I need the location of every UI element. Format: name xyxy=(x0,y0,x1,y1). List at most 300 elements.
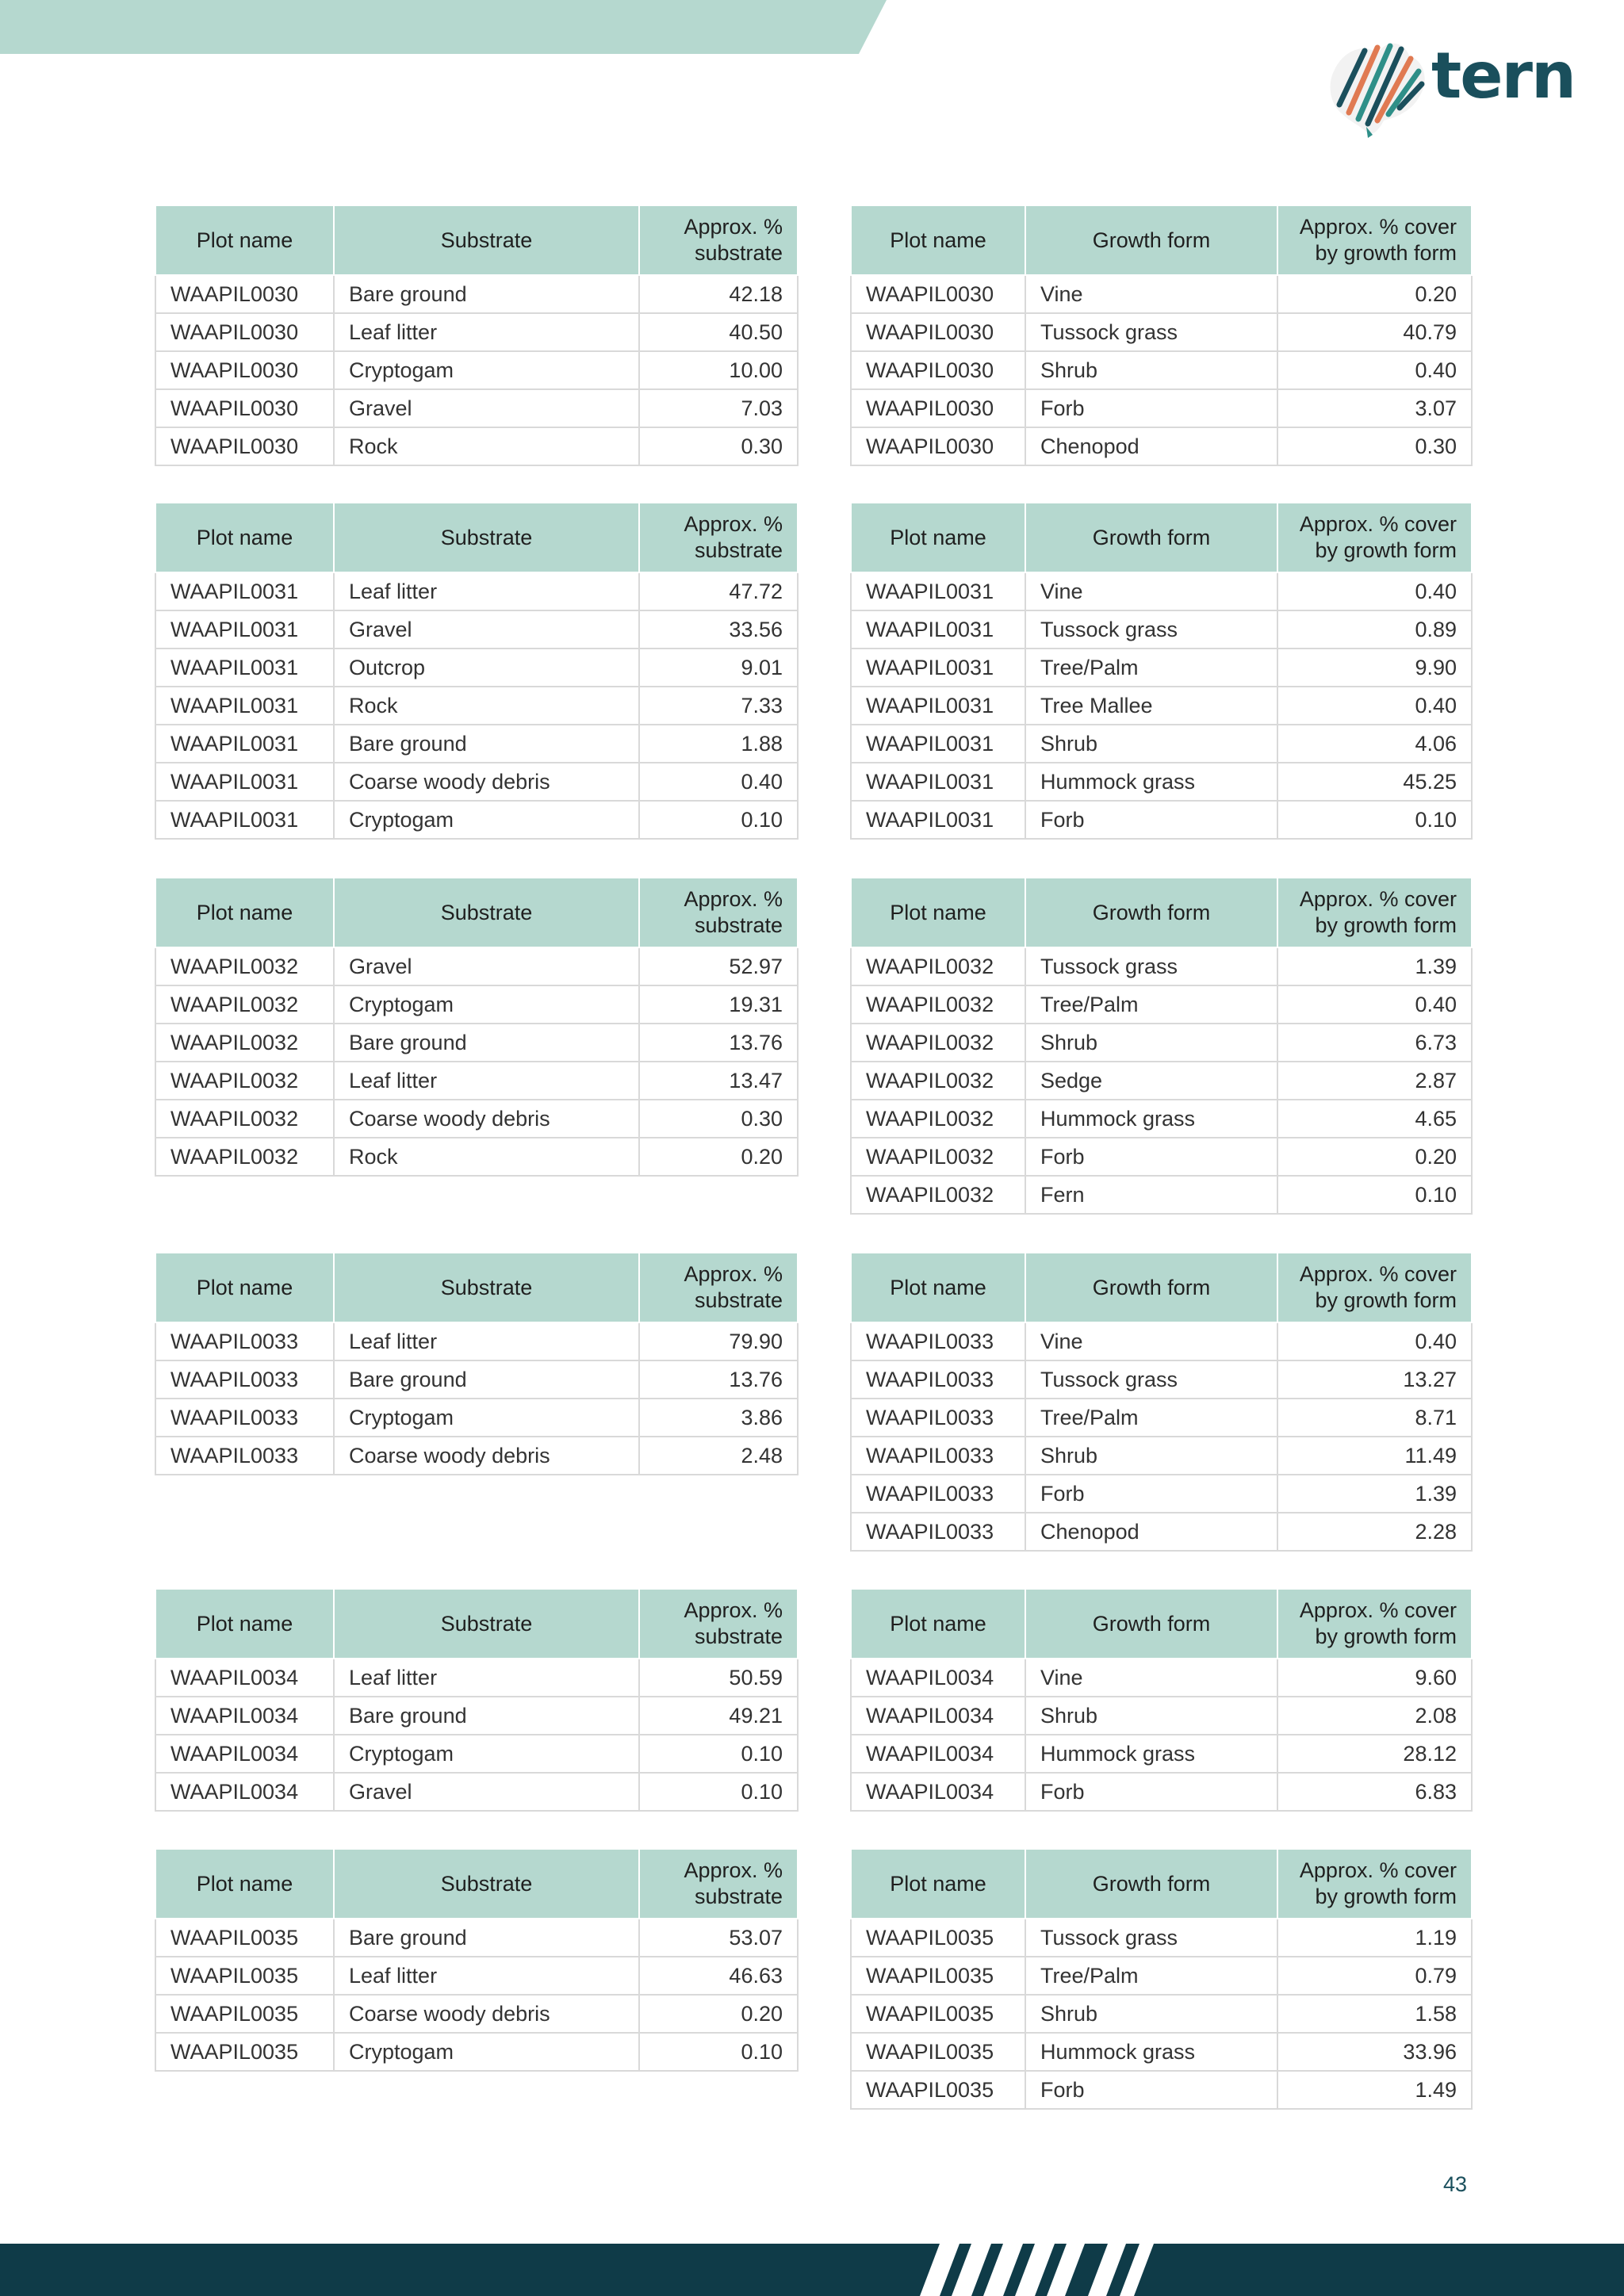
column-header-approx-cover: Approx. % cover by growth form xyxy=(1277,205,1472,275)
column-header-plot-name: Plot name xyxy=(851,1849,1025,1919)
column-header-approx-substrate: Approx. % substrate xyxy=(639,1589,798,1659)
cell-growth-form: Tussock grass xyxy=(1025,947,1277,985)
cell-substrate: Leaf litter xyxy=(334,313,639,351)
cell-plot-name: WAAPIL0031 xyxy=(851,763,1025,801)
cell-plot-name: WAAPIL0035 xyxy=(155,1995,334,2033)
table-row xyxy=(155,610,798,649)
cell-growth-form: Vine xyxy=(1025,275,1277,313)
cell-growth-form: Forb xyxy=(1025,801,1277,839)
cell-growth-form: Fern xyxy=(1025,1176,1277,1214)
table-row xyxy=(851,649,1472,687)
table-row xyxy=(155,275,798,313)
table-row xyxy=(155,801,798,839)
cell-plot-name: WAAPIL0032 xyxy=(851,985,1025,1024)
cell-percent: 40.79 xyxy=(1277,313,1472,351)
table-row xyxy=(851,1773,1472,1811)
cell-plot-name: WAAPIL0032 xyxy=(851,1024,1025,1062)
cell-percent: 52.97 xyxy=(639,947,798,985)
column-header-substrate: Substrate xyxy=(334,205,639,275)
cell-percent: 0.20 xyxy=(639,1995,798,2033)
table-row xyxy=(851,2033,1472,2071)
cell-plot-name: WAAPIL0032 xyxy=(155,947,334,985)
substrate-table xyxy=(155,1588,799,1812)
cell-growth-form: Vine xyxy=(1025,1322,1277,1360)
cell-percent: 2.28 xyxy=(1277,1513,1472,1551)
column-header-plot-name: Plot name xyxy=(851,1253,1025,1322)
cell-plot-name: WAAPIL0030 xyxy=(851,389,1025,427)
table-row xyxy=(851,1735,1472,1773)
growth-form-table xyxy=(850,877,1473,1215)
table-row xyxy=(155,985,798,1024)
cell-substrate: Leaf litter xyxy=(334,1062,639,1100)
cell-growth-form: Tree/Palm xyxy=(1025,1399,1277,1437)
cell-plot-name: WAAPIL0032 xyxy=(155,985,334,1024)
cell-plot-name: WAAPIL0033 xyxy=(851,1360,1025,1399)
cell-plot-name: WAAPIL0035 xyxy=(155,1957,334,1995)
cell-substrate: Gravel xyxy=(334,389,639,427)
cell-plot-name: WAAPIL0030 xyxy=(851,275,1025,313)
cell-percent: 1.58 xyxy=(1277,1995,1472,2033)
cell-substrate: Cryptogam xyxy=(334,1399,639,1437)
cell-growth-form: Tree/Palm xyxy=(1025,649,1277,687)
cell-plot-name: WAAPIL0031 xyxy=(851,801,1025,839)
table-row xyxy=(155,649,798,687)
column-header-substrate: Substrate xyxy=(334,503,639,572)
cell-percent: 0.40 xyxy=(1277,351,1472,389)
cell-percent: 28.12 xyxy=(1277,1735,1472,1773)
table-row xyxy=(851,1138,1472,1176)
cell-plot-name: WAAPIL0030 xyxy=(851,313,1025,351)
cell-percent: 42.18 xyxy=(639,275,798,313)
cell-percent: 0.20 xyxy=(1277,1138,1472,1176)
substrate-table xyxy=(155,1848,799,2072)
cell-percent: 9.01 xyxy=(639,649,798,687)
column-header-plot-name: Plot name xyxy=(155,878,334,947)
cell-substrate: Rock xyxy=(334,687,639,725)
cell-substrate: Leaf litter xyxy=(334,1957,639,1995)
column-header-approx-cover: Approx. % cover by growth form xyxy=(1277,1589,1472,1659)
cell-percent: 0.30 xyxy=(1277,427,1472,465)
cell-substrate: Gravel xyxy=(334,1773,639,1811)
table-row xyxy=(155,389,798,427)
cell-substrate: Cryptogam xyxy=(334,801,639,839)
cell-substrate: Coarse woody debris xyxy=(334,1995,639,2033)
table-row xyxy=(851,351,1472,389)
table-row xyxy=(155,1995,798,2033)
substrate-table xyxy=(155,1252,799,1475)
growth-form-table xyxy=(850,502,1473,840)
table-row xyxy=(851,1360,1472,1399)
cell-growth-form: Shrub xyxy=(1025,1697,1277,1735)
cell-substrate: Cryptogam xyxy=(334,1735,639,1773)
cell-substrate: Cryptogam xyxy=(334,985,639,1024)
cell-percent: 0.10 xyxy=(1277,1176,1472,1214)
cell-percent: 33.56 xyxy=(639,610,798,649)
column-header-plot-name: Plot name xyxy=(851,1589,1025,1659)
cell-growth-form: Forb xyxy=(1025,1773,1277,1811)
cell-percent: 0.40 xyxy=(1277,1322,1472,1360)
table-row xyxy=(851,725,1472,763)
cell-plot-name: WAAPIL0031 xyxy=(851,610,1025,649)
cell-plot-name: WAAPIL0031 xyxy=(851,725,1025,763)
cell-percent: 79.90 xyxy=(639,1322,798,1360)
table-row xyxy=(155,1659,798,1697)
column-header-approx-substrate: Approx. % substrate xyxy=(639,205,798,275)
cell-growth-form: Sedge xyxy=(1025,1062,1277,1100)
cell-growth-form: Tussock grass xyxy=(1025,1360,1277,1399)
cell-growth-form: Tree Mallee xyxy=(1025,687,1277,725)
cell-percent: 11.49 xyxy=(1277,1437,1472,1475)
cell-plot-name: WAAPIL0035 xyxy=(155,2033,334,2071)
cell-plot-name: WAAPIL0033 xyxy=(155,1399,334,1437)
cell-substrate: Gravel xyxy=(334,947,639,985)
cell-growth-form: Shrub xyxy=(1025,725,1277,763)
cell-plot-name: WAAPIL0031 xyxy=(155,687,334,725)
cell-growth-form: Shrub xyxy=(1025,1024,1277,1062)
cell-growth-form: Chenopod xyxy=(1025,1513,1277,1551)
table-row xyxy=(851,313,1472,351)
cell-percent: 1.49 xyxy=(1277,2071,1472,2109)
growth-form-table xyxy=(850,205,1473,466)
cell-growth-form: Shrub xyxy=(1025,1995,1277,2033)
cell-growth-form: Chenopod xyxy=(1025,427,1277,465)
column-header-plot-name: Plot name xyxy=(155,1253,334,1322)
cell-percent: 46.63 xyxy=(639,1957,798,1995)
cell-growth-form: Tussock grass xyxy=(1025,1919,1277,1957)
table-row xyxy=(851,389,1472,427)
column-header-growth-form: Growth form xyxy=(1025,878,1277,947)
cell-substrate: Cryptogam xyxy=(334,2033,639,2071)
cell-plot-name: WAAPIL0032 xyxy=(851,1100,1025,1138)
cell-growth-form: Hummock grass xyxy=(1025,1100,1277,1138)
cell-plot-name: WAAPIL0034 xyxy=(155,1735,334,1773)
cell-plot-name: WAAPIL0030 xyxy=(851,427,1025,465)
cell-plot-name: WAAPIL0030 xyxy=(155,389,334,427)
cell-plot-name: WAAPIL0033 xyxy=(851,1437,1025,1475)
cell-plot-name: WAAPIL0031 xyxy=(851,687,1025,725)
column-header-approx-substrate: Approx. % substrate xyxy=(639,503,798,572)
table-row xyxy=(851,1024,1472,1062)
column-header-growth-form: Growth form xyxy=(1025,1589,1277,1659)
cell-plot-name: WAAPIL0031 xyxy=(851,572,1025,610)
cell-percent: 0.10 xyxy=(639,801,798,839)
column-header-plot-name: Plot name xyxy=(155,205,334,275)
cell-plot-name: WAAPIL0034 xyxy=(155,1697,334,1735)
table-row xyxy=(851,1659,1472,1697)
cell-plot-name: WAAPIL0032 xyxy=(155,1138,334,1176)
table-row xyxy=(155,1100,798,1138)
column-header-approx-cover: Approx. % cover by growth form xyxy=(1277,878,1472,947)
cell-percent: 1.39 xyxy=(1277,1475,1472,1513)
table-row xyxy=(155,427,798,465)
cell-plot-name: WAAPIL0033 xyxy=(851,1513,1025,1551)
cell-plot-name: WAAPIL0032 xyxy=(851,947,1025,985)
table-row xyxy=(851,427,1472,465)
table-row xyxy=(851,801,1472,839)
table-row xyxy=(851,1176,1472,1214)
page-number: 43 xyxy=(1443,2172,1468,2196)
table-row xyxy=(155,1697,798,1735)
column-header-substrate: Substrate xyxy=(334,1253,639,1322)
cell-plot-name: WAAPIL0031 xyxy=(155,610,334,649)
table-row xyxy=(851,1475,1472,1513)
cell-percent: 4.65 xyxy=(1277,1100,1472,1138)
table-row xyxy=(155,1360,798,1399)
table-row xyxy=(851,1100,1472,1138)
column-header-growth-form: Growth form xyxy=(1025,503,1277,572)
table-row xyxy=(851,763,1472,801)
substrate-table xyxy=(155,205,799,466)
logo-wordmark: tern xyxy=(1431,39,1575,113)
cell-plot-name: WAAPIL0035 xyxy=(851,2033,1025,2071)
cell-percent: 1.19 xyxy=(1277,1919,1472,1957)
cell-plot-name: WAAPIL0031 xyxy=(851,649,1025,687)
cell-percent: 53.07 xyxy=(639,1919,798,1957)
cell-substrate: Bare ground xyxy=(334,275,639,313)
cell-substrate: Outcrop xyxy=(334,649,639,687)
cell-percent: 13.76 xyxy=(639,1024,798,1062)
table-row xyxy=(851,572,1472,610)
table-row xyxy=(851,2071,1472,2109)
cell-percent: 0.40 xyxy=(1277,687,1472,725)
column-header-plot-name: Plot name xyxy=(851,878,1025,947)
footer-band xyxy=(0,2244,1624,2296)
table-row xyxy=(155,1735,798,1773)
column-header-plot-name: Plot name xyxy=(155,503,334,572)
cell-percent: 7.33 xyxy=(639,687,798,725)
cell-plot-name: WAAPIL0031 xyxy=(155,649,334,687)
table-row xyxy=(155,1138,798,1176)
cell-percent: 1.39 xyxy=(1277,947,1472,985)
column-header-substrate: Substrate xyxy=(334,1849,639,1919)
cell-percent: 6.73 xyxy=(1277,1024,1472,1062)
column-header-substrate: Substrate xyxy=(334,1589,639,1659)
column-header-plot-name: Plot name xyxy=(851,503,1025,572)
cell-substrate: Leaf litter xyxy=(334,1322,639,1360)
column-header-plot-name: Plot name xyxy=(851,205,1025,275)
column-header-approx-substrate: Approx. % substrate xyxy=(639,878,798,947)
column-header-approx-cover: Approx. % cover by growth form xyxy=(1277,503,1472,572)
cell-plot-name: WAAPIL0030 xyxy=(851,351,1025,389)
table-row xyxy=(851,1995,1472,2033)
cell-plot-name: WAAPIL0035 xyxy=(155,1919,334,1957)
table-row xyxy=(851,1437,1472,1475)
cell-plot-name: WAAPIL0030 xyxy=(155,351,334,389)
table-row xyxy=(155,1957,798,1995)
table-row xyxy=(851,947,1472,985)
cell-growth-form: Hummock grass xyxy=(1025,1735,1277,1773)
table-row xyxy=(155,687,798,725)
cell-percent: 13.47 xyxy=(639,1062,798,1100)
column-header-approx-cover: Approx. % cover by growth form xyxy=(1277,1253,1472,1322)
table-row xyxy=(155,1399,798,1437)
cell-percent: 45.25 xyxy=(1277,763,1472,801)
table-row xyxy=(155,351,798,389)
table-row xyxy=(851,1399,1472,1437)
cell-percent: 0.79 xyxy=(1277,1957,1472,1995)
table-row xyxy=(851,985,1472,1024)
cell-plot-name: WAAPIL0034 xyxy=(851,1735,1025,1773)
cell-percent: 0.10 xyxy=(1277,801,1472,839)
cell-percent: 1.88 xyxy=(639,725,798,763)
cell-substrate: Rock xyxy=(334,1138,639,1176)
cell-percent: 2.48 xyxy=(639,1437,798,1475)
cell-percent: 0.30 xyxy=(639,1100,798,1138)
cell-percent: 47.72 xyxy=(639,572,798,610)
table-row xyxy=(155,947,798,985)
cell-growth-form: Hummock grass xyxy=(1025,763,1277,801)
growth-form-table xyxy=(850,1588,1473,1812)
australia-map-icon xyxy=(1320,32,1431,139)
table-row xyxy=(851,275,1472,313)
cell-growth-form: Shrub xyxy=(1025,351,1277,389)
column-header-substrate: Substrate xyxy=(334,878,639,947)
table-row xyxy=(155,1322,798,1360)
cell-plot-name: WAAPIL0031 xyxy=(155,725,334,763)
cell-plot-name: WAAPIL0031 xyxy=(155,763,334,801)
cell-percent: 0.20 xyxy=(1277,275,1472,313)
table-row xyxy=(851,1513,1472,1551)
table-row xyxy=(155,572,798,610)
cell-growth-form: Forb xyxy=(1025,1475,1277,1513)
cell-plot-name: WAAPIL0031 xyxy=(155,572,334,610)
cell-substrate: Bare ground xyxy=(334,1919,639,1957)
cell-substrate: Leaf litter xyxy=(334,1659,639,1697)
cell-percent: 50.59 xyxy=(639,1659,798,1697)
cell-plot-name: WAAPIL0032 xyxy=(851,1176,1025,1214)
substrate-table xyxy=(155,502,799,840)
cell-plot-name: WAAPIL0035 xyxy=(851,1995,1025,2033)
cell-percent: 0.40 xyxy=(639,763,798,801)
cell-percent: 40.50 xyxy=(639,313,798,351)
cell-percent: 13.76 xyxy=(639,1360,798,1399)
growth-form-table xyxy=(850,1848,1473,2110)
cell-plot-name: WAAPIL0034 xyxy=(155,1773,334,1811)
cell-plot-name: WAAPIL0035 xyxy=(851,2071,1025,2109)
cell-substrate: Leaf litter xyxy=(334,572,639,610)
cell-plot-name: WAAPIL0032 xyxy=(851,1138,1025,1176)
cell-substrate: Gravel xyxy=(334,610,639,649)
cell-percent: 0.40 xyxy=(1277,985,1472,1024)
column-header-approx-substrate: Approx. % substrate xyxy=(639,1849,798,1919)
cell-plot-name: WAAPIL0032 xyxy=(851,1062,1025,1100)
cell-percent: 33.96 xyxy=(1277,2033,1472,2071)
cell-plot-name: WAAPIL0033 xyxy=(851,1475,1025,1513)
table-row xyxy=(155,1919,798,1957)
cell-growth-form: Tussock grass xyxy=(1025,313,1277,351)
table-row xyxy=(155,313,798,351)
cell-percent: 4.06 xyxy=(1277,725,1472,763)
table-row xyxy=(851,687,1472,725)
cell-substrate: Cryptogam xyxy=(334,351,639,389)
tern-logo xyxy=(1320,32,1575,139)
cell-percent: 7.03 xyxy=(639,389,798,427)
table-row xyxy=(155,1773,798,1811)
cell-plot-name: WAAPIL0033 xyxy=(155,1360,334,1399)
cell-substrate: Bare ground xyxy=(334,1697,639,1735)
cell-percent: 6.83 xyxy=(1277,1773,1472,1811)
cell-percent: 19.31 xyxy=(639,985,798,1024)
column-header-growth-form: Growth form xyxy=(1025,205,1277,275)
cell-plot-name: WAAPIL0033 xyxy=(851,1322,1025,1360)
column-header-plot-name: Plot name xyxy=(155,1849,334,1919)
cell-growth-form: Hummock grass xyxy=(1025,2033,1277,2071)
cell-plot-name: WAAPIL0034 xyxy=(851,1697,1025,1735)
cell-substrate: Bare ground xyxy=(334,725,639,763)
cell-growth-form: Vine xyxy=(1025,572,1277,610)
cell-growth-form: Forb xyxy=(1025,2071,1277,2109)
cell-plot-name: WAAPIL0032 xyxy=(155,1024,334,1062)
table-row xyxy=(155,763,798,801)
cell-percent: 0.10 xyxy=(639,1773,798,1811)
column-header-approx-cover: Approx. % cover by growth form xyxy=(1277,1849,1472,1919)
column-header-growth-form: Growth form xyxy=(1025,1253,1277,1322)
table-row xyxy=(851,1957,1472,1995)
cell-plot-name: WAAPIL0034 xyxy=(851,1659,1025,1697)
cell-growth-form: Tree/Palm xyxy=(1025,1957,1277,1995)
cell-plot-name: WAAPIL0030 xyxy=(155,313,334,351)
cell-percent: 0.89 xyxy=(1277,610,1472,649)
cell-percent: 0.10 xyxy=(639,2033,798,2071)
cell-plot-name: WAAPIL0030 xyxy=(155,427,334,465)
cell-percent: 49.21 xyxy=(639,1697,798,1735)
cell-growth-form: Tree/Palm xyxy=(1025,985,1277,1024)
cell-percent: 0.30 xyxy=(639,427,798,465)
cell-growth-form: Tussock grass xyxy=(1025,610,1277,649)
cell-percent: 3.07 xyxy=(1277,389,1472,427)
cell-percent: 9.90 xyxy=(1277,649,1472,687)
table-row xyxy=(155,1062,798,1100)
cell-plot-name: WAAPIL0035 xyxy=(851,1919,1025,1957)
growth-form-table xyxy=(850,1252,1473,1552)
cell-growth-form: Forb xyxy=(1025,389,1277,427)
table-row xyxy=(155,725,798,763)
cell-plot-name: WAAPIL0034 xyxy=(851,1773,1025,1811)
table-row xyxy=(851,1322,1472,1360)
table-row xyxy=(851,1919,1472,1957)
cell-substrate: Bare ground xyxy=(334,1360,639,1399)
cell-percent: 10.00 xyxy=(639,351,798,389)
table-row xyxy=(851,1697,1472,1735)
cell-percent: 8.71 xyxy=(1277,1399,1472,1437)
cell-plot-name: WAAPIL0035 xyxy=(851,1957,1025,1995)
cell-substrate: Coarse woody debris xyxy=(334,1100,639,1138)
column-header-approx-substrate: Approx. % substrate xyxy=(639,1253,798,1322)
cell-percent: 13.27 xyxy=(1277,1360,1472,1399)
table-row xyxy=(155,2033,798,2071)
substrate-table xyxy=(155,877,799,1177)
cell-growth-form: Forb xyxy=(1025,1138,1277,1176)
cell-plot-name: WAAPIL0034 xyxy=(155,1659,334,1697)
cell-plot-name: WAAPIL0033 xyxy=(155,1322,334,1360)
cell-percent: 2.08 xyxy=(1277,1697,1472,1735)
table-row xyxy=(851,1062,1472,1100)
column-header-plot-name: Plot name xyxy=(155,1589,334,1659)
cell-percent: 2.87 xyxy=(1277,1062,1472,1100)
cell-substrate: Bare ground xyxy=(334,1024,639,1062)
table-row xyxy=(851,610,1472,649)
cell-substrate: Coarse woody debris xyxy=(334,763,639,801)
cell-percent: 0.40 xyxy=(1277,572,1472,610)
cell-plot-name: WAAPIL0033 xyxy=(155,1437,334,1475)
cell-percent: 0.20 xyxy=(639,1138,798,1176)
column-header-growth-form: Growth form xyxy=(1025,1849,1277,1919)
table-row xyxy=(155,1024,798,1062)
cell-percent: 9.60 xyxy=(1277,1659,1472,1697)
cell-substrate: Rock xyxy=(334,427,639,465)
cell-plot-name: WAAPIL0032 xyxy=(155,1100,334,1138)
cell-substrate: Coarse woody debris xyxy=(334,1437,639,1475)
